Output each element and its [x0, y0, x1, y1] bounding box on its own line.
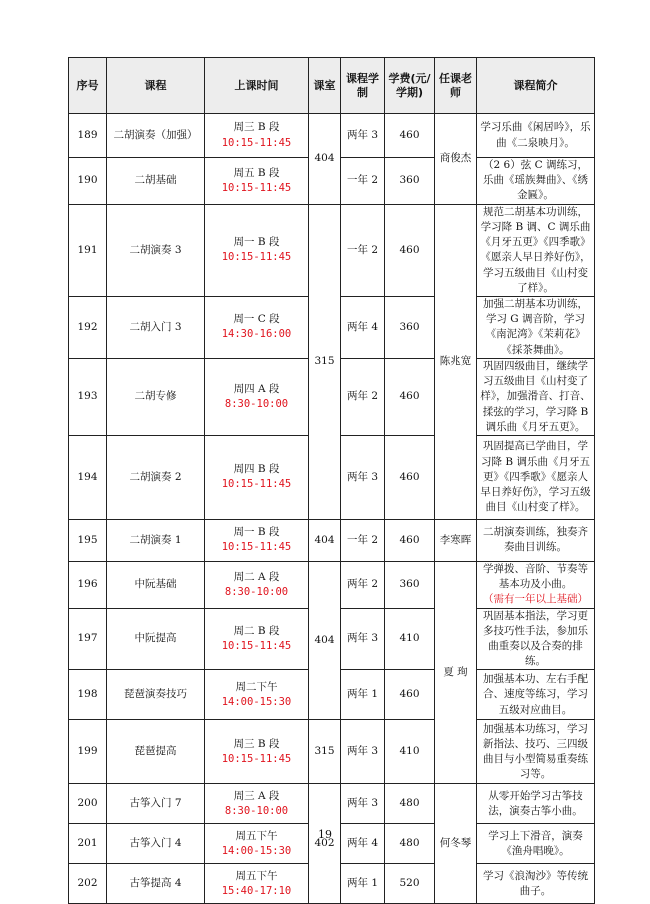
row-years: 两年 3 — [341, 784, 385, 824]
page-number: 19 — [318, 828, 332, 841]
table-row — [69, 114, 595, 158]
desc-text: 学弹拨、音阶、节奏等基本功及小曲。 — [483, 562, 588, 591]
row-time — [205, 435, 309, 519]
row-time — [205, 864, 309, 904]
time-label: 周一 B 段 — [233, 236, 280, 249]
time-label: 周四 B 段 — [233, 463, 280, 476]
room-cell: 315 — [309, 204, 341, 519]
row-fee: 460 — [385, 204, 435, 296]
time-label: 周三 B 段 — [233, 121, 280, 134]
row-years: 两年 1 — [341, 864, 385, 904]
row-no: 192 — [69, 296, 107, 358]
row-time — [205, 561, 309, 608]
row-fee: 360 — [385, 158, 435, 205]
room-cell: 404 — [309, 561, 341, 720]
time-label: 周四 A 段 — [233, 382, 280, 395]
row-course: 二胡专修 — [107, 358, 205, 435]
time-label: 周一 C 段 — [233, 313, 280, 326]
header-no: 序号 — [69, 58, 107, 114]
row-fee: 460 — [385, 670, 435, 720]
time-label: 周三 A 段 — [233, 789, 280, 802]
row-desc: 学习上下滑音，演奏《渔舟唱晚》。 — [477, 824, 595, 864]
row-years: 一年 2 — [341, 158, 385, 205]
row-time — [205, 608, 309, 670]
time-range: 10:15-11:45 — [221, 478, 292, 491]
row-years: 两年 3 — [341, 114, 385, 158]
row-time — [205, 114, 309, 158]
time-range: 14:00-15:30 — [221, 844, 292, 857]
time-range: 14:30-16:00 — [221, 328, 292, 341]
row-no: 195 — [69, 519, 107, 561]
row-desc: 加强二胡基本功训练，学习 G 调音阶，学习《南泥湾》《茉莉花》《採茶舞曲》。 — [477, 296, 595, 358]
time-range: 8:30-10:00 — [224, 804, 289, 817]
time-range: 15:40-17:10 — [221, 884, 292, 897]
time-label: 周五下午 — [235, 829, 278, 842]
time-label: 周三 B 段 — [233, 737, 280, 750]
time-label: 周五下午 — [235, 869, 278, 882]
time-label: 周五 B 段 — [233, 166, 280, 179]
header-course: 课程 — [107, 58, 205, 114]
row-course: 古筝入门 4 — [107, 824, 205, 864]
row-fee: 480 — [385, 824, 435, 864]
room-cell: 315 — [309, 720, 341, 784]
row-time — [205, 670, 309, 720]
time-range: 10:15-11:45 — [221, 251, 292, 264]
header-time: 上课时间 — [205, 58, 309, 114]
time-range: 10:15-11:45 — [221, 541, 292, 554]
row-desc: 学习《浪淘沙》等传统曲子。 — [477, 864, 595, 904]
row-no: 196 — [69, 561, 107, 608]
row-time — [205, 519, 309, 561]
row-time — [205, 784, 309, 824]
row-desc: 二胡演奏训练，独奏齐奏曲目训练。 — [477, 519, 595, 561]
row-fee: 410 — [385, 720, 435, 784]
row-fee: 460 — [385, 519, 435, 561]
row-course: 古筝提高 4 — [107, 864, 205, 904]
row-desc: 巩固四级曲目，继续学习五级曲目《山村变了样》，加强滑音、打音、揉弦的学习，学习降 B 调乐曲《月牙五更》。 — [477, 358, 595, 435]
row-fee: 410 — [385, 608, 435, 670]
row-course: 中阮基础 — [107, 561, 205, 608]
row-no: 190 — [69, 158, 107, 205]
teacher-cell: 陈兆宽 — [435, 204, 477, 519]
time-range: 10:15-11:45 — [221, 181, 292, 194]
row-years: 两年 3 — [341, 608, 385, 670]
row-no: 197 — [69, 608, 107, 670]
time-label: 周一 B 段 — [233, 526, 280, 539]
row-fee: 480 — [385, 784, 435, 824]
row-no: 199 — [69, 720, 107, 784]
header-years: 课程学制 — [341, 58, 385, 114]
prerequisite-note: （需有一年以上基础） — [483, 593, 588, 606]
row-years: 两年 2 — [341, 358, 385, 435]
room-cell: 402 — [309, 784, 341, 904]
table-row — [69, 519, 595, 561]
row-fee: 360 — [385, 561, 435, 608]
teacher-cell: 李寒晖 — [435, 519, 477, 561]
row-no: 202 — [69, 864, 107, 904]
time-range: 10:15-11:45 — [221, 752, 292, 765]
row-desc — [477, 561, 595, 608]
time-label: 周二下午 — [235, 680, 278, 693]
table-row — [69, 561, 595, 608]
row-no: 198 — [69, 670, 107, 720]
room-cell: 404 — [309, 114, 341, 205]
row-course: 琵琶演奏技巧 — [107, 670, 205, 720]
teacher-cell: 商俊杰 — [435, 114, 477, 205]
row-course: 二胡演奏 2 — [107, 435, 205, 519]
row-desc: 规范二胡基本功训练，学习降 B 调、C 调乐曲《月牙五更》《四季歌》《愿亲人早日养好伤》，学习五级曲目《山村变了样》。 — [477, 204, 595, 296]
row-time — [205, 204, 309, 296]
row-time — [205, 720, 309, 784]
row-course: 中阮提高 — [107, 608, 205, 670]
row-fee: 460 — [385, 358, 435, 435]
time-range: 8:30-10:00 — [224, 585, 289, 598]
row-years: 两年 3 — [341, 720, 385, 784]
row-years: 两年 4 — [341, 296, 385, 358]
row-years: 两年 4 — [341, 824, 385, 864]
time-range: 10:15-11:45 — [221, 640, 292, 653]
row-time — [205, 296, 309, 358]
row-course: 二胡演奏 3 — [107, 204, 205, 296]
row-course: 琵琶提高 — [107, 720, 205, 784]
row-time — [205, 358, 309, 435]
row-time — [205, 158, 309, 205]
row-years: 两年 3 — [341, 435, 385, 519]
table-row — [69, 720, 595, 784]
row-no: 191 — [69, 204, 107, 296]
time-range: 8:30-10:00 — [224, 397, 289, 410]
row-fee: 460 — [385, 114, 435, 158]
row-course: 古筝入门 7 — [107, 784, 205, 824]
row-no: 194 — [69, 435, 107, 519]
room-cell: 404 — [309, 519, 341, 561]
row-course: 二胡入门 3 — [107, 296, 205, 358]
row-course: 二胡演奏（加强） — [107, 114, 205, 158]
row-fee: 360 — [385, 296, 435, 358]
row-desc: （2 6）弦 C 调练习，乐曲《瑶族舞曲》、《绣金匾》。 — [477, 158, 595, 205]
row-no: 189 — [69, 114, 107, 158]
table-row — [69, 784, 595, 824]
row-course: 二胡基础 — [107, 158, 205, 205]
header-row — [69, 58, 595, 114]
header-room: 课室 — [309, 58, 341, 114]
row-no: 200 — [69, 784, 107, 824]
header-desc: 课程简介 — [477, 58, 595, 114]
row-years: 两年 2 — [341, 561, 385, 608]
time-label: 周二 B 段 — [233, 624, 280, 637]
row-years: 两年 1 — [341, 670, 385, 720]
course-schedule-table — [68, 57, 595, 904]
row-desc: 巩固提高已学曲目，学习降 B 调乐曲《月牙五更》《四季歌》《愿亲人早日养好伤》，学习五级曲目《山村变了样》。 — [477, 435, 595, 519]
row-course: 二胡演奏 1 — [107, 519, 205, 561]
teacher-cell: 何冬琴 — [435, 784, 477, 904]
table-row — [69, 204, 595, 296]
row-years: 一年 2 — [341, 519, 385, 561]
row-no: 193 — [69, 358, 107, 435]
time-label: 周二 A 段 — [233, 570, 280, 583]
row-years: 一年 2 — [341, 204, 385, 296]
teacher-cell: 夏 珣 — [435, 561, 477, 784]
row-desc: 巩固基本指法，学习更多技巧性手法，参加乐曲重奏以及合奏的排练。 — [477, 608, 595, 670]
time-range: 10:15-11:45 — [221, 136, 292, 149]
row-no: 201 — [69, 824, 107, 864]
row-fee: 520 — [385, 864, 435, 904]
row-desc: 加强基本功练习，学习新指法、技巧、三四级曲目与小型简易重奏练习等。 — [477, 720, 595, 784]
header-fee: 学费(元/学期) — [385, 58, 435, 114]
header-teacher: 任课老师 — [435, 58, 477, 114]
time-range: 14:00-15:30 — [221, 695, 292, 708]
row-desc: 学习乐曲《闲居吟》，乐曲《二泉映月》。 — [477, 114, 595, 158]
row-desc: 加强基本功、左右手配合、速度等练习，学习五级对应曲目。 — [477, 670, 595, 720]
row-fee: 460 — [385, 435, 435, 519]
row-desc: 从零开始学习古筝技法，演奏古筝小曲。 — [477, 784, 595, 824]
